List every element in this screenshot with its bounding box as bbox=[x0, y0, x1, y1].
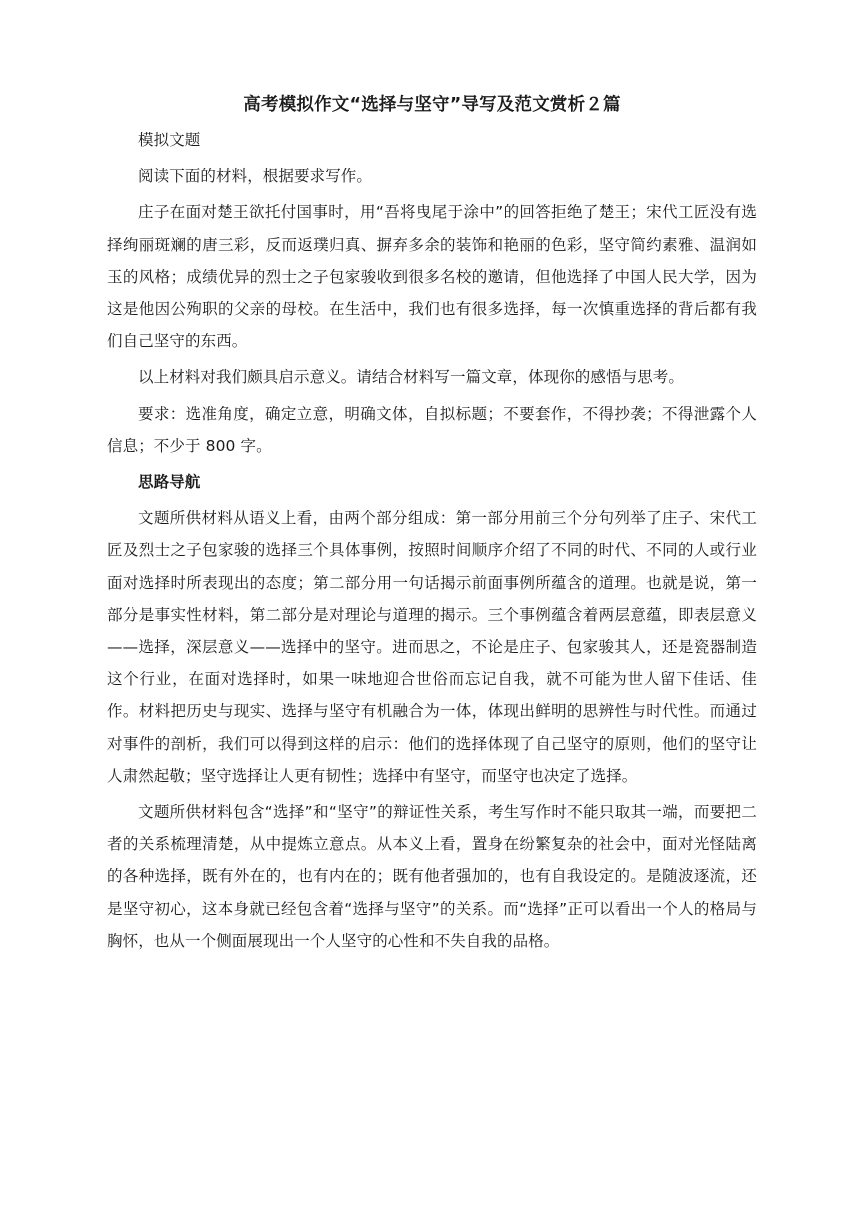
document-page bbox=[107, 90, 757, 961]
analysis-paragraph-1: 文题所供材料从语义上看，由两个部分组成：第一部分用前三个分句列举了庄子、宋代工匠及烈士之子包家骏的选择三个具体事例，按照时间顺序介绍了不同的时代、不同的人或行业面对选择时所表现出的态度；第二部分用一句话揭示前面事例所蕴含的道理。也就是说，第一部分是事实性材料，第二部分是对理论与道理的揭示。三个事例蕴含着两层意蕴，即表层意义——选择，深层意义——选择中的坚守。进而思之，不论是庄子、包家骏其人，还是瓷器制造这个行业，在面对选择时，如果一味地迎合世俗而忘记自我，就不可能为世人留下佳话、佳作。材料把历史与现实、选择与坚守有机融合为一体，体现出鲜明的思辨性与时代性。而通过对事件的剖析，我们可以得到这样的启示：他们的选择体现了自己坚守的原则，他们的坚守让人肃然起敬；坚守选择让人更有韧性；选择中有坚守，而坚守也决定了选择。 bbox=[107, 509, 757, 785]
prompt-paragraph: 以上材料对我们颇具启示意义。请结合材料写一篇文章，体现你的感悟与思考。 bbox=[138, 368, 685, 387]
section-label-mock-topic: 模拟文题 bbox=[138, 131, 201, 149]
document-title: 高考模拟作文“选择与坚守”导写及范文赏析２篇 bbox=[243, 95, 621, 115]
section-heading-guidance: 思路导航 bbox=[138, 473, 201, 492]
requirements-paragraph: 要求：选准角度，确定立意，明确文体，自拟标题；不要套作，不得抄袭；不得泄露个人信息；不少于 800 字。 bbox=[107, 404, 757, 455]
instruction-paragraph: 阅读下面的材料，根据要求写作。 bbox=[138, 167, 373, 186]
material-paragraph: 庄子在面对楚王欲托付国事时，用“吾将曳尾于涂中”的回答拒绝了楚王；宋代工匠没有选择绚丽斑斓的唐三彩，反而返璞归真、摒弃多余的装饰和艳丽的色彩，坚守简约素雅、温润如玉的风格；成绩优异的烈士之子包家骏收到很多名校的邀请，但他选择了中国人民大学，因为这是他因公殉职的父亲的母校。在生活中，我们也有很多选择，每一次慎重选择的背后都有我们自己坚守的东西。 bbox=[107, 203, 757, 351]
analysis-paragraph-2: 文题所供材料包含“选择”和“坚守”的辩证性关系，考生写作时不能只取其一端，而要把二者的关系梳理清楚，从中提炼立意点。从本义上看，置身在纷繁复杂的社会中，面对光怪陆离的各种选择，既有外在的，也有内在的；既有他者强加的，也有自我设定的。是随波逐流，还是坚守初心，这本身就已经包含着“选择与坚守”的关系。而“选择”正可以看出一个人的格局与胸怀，也从一个侧面展现出一个人坚守的心性和不失自我的品格。 bbox=[107, 803, 757, 950]
